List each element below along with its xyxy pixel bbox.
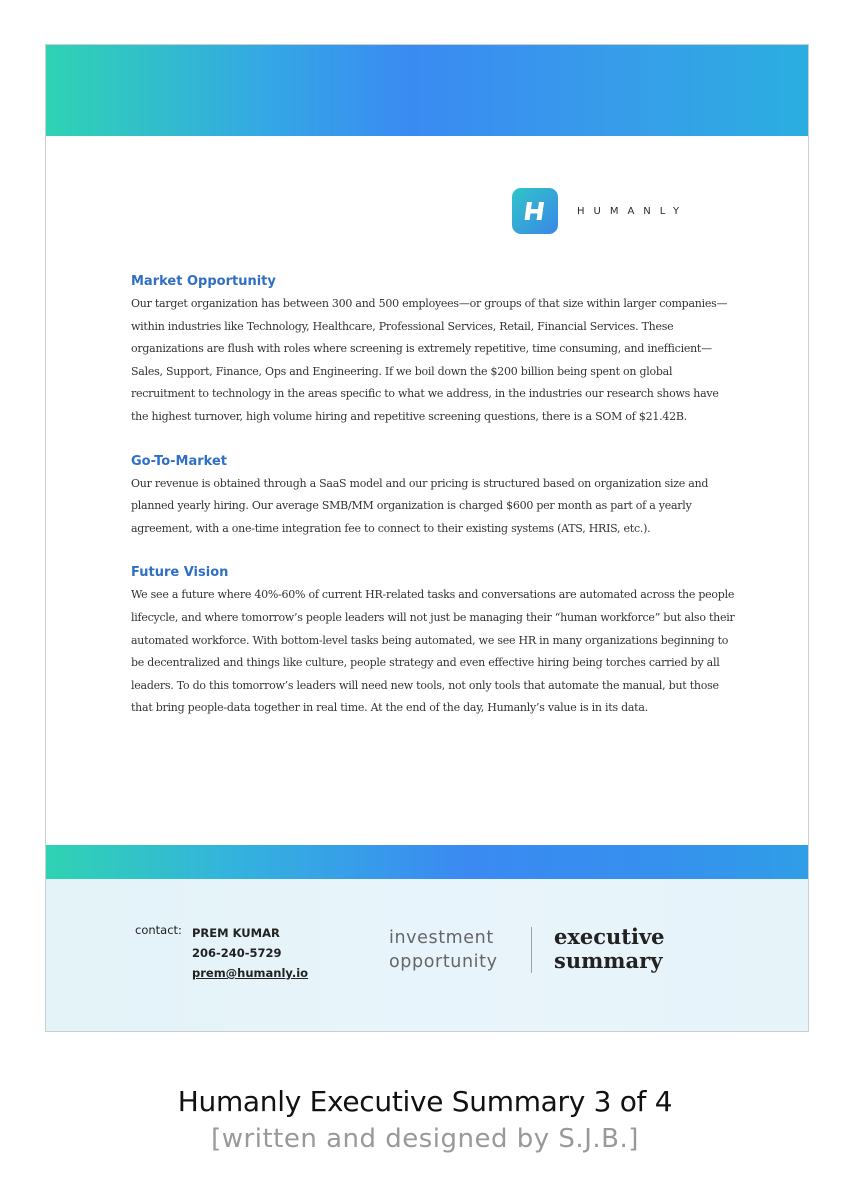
caption-title: Humanly Executive Summary 3 of 4 [177, 1085, 673, 1118]
section-title: Future Vision [131, 565, 229, 581]
header-gradient-band [46, 45, 808, 136]
section-market-opportunity [131, 274, 736, 429]
logo-wordmark: HUMANLY [577, 205, 689, 217]
document-type [554, 925, 665, 973]
section-body: Our target organization has between 300 and 500 employees—or groups of that size within larger companies—within industries like Technology, Healthcare, Professional Services, Retail, Financial Services. These organizations are flush with roles where screening is extremely repetitive, time consuming, and inefficient—Sales, Support, Finance, Ops and Engineering. If we boil down the $200 billion being spent on global recruitment to technology in the areas specific to what we address, in the industries our research shows have the highest turnover, high volume hiring and repetitive screening questions, there is a SOM of $21.42B. [131, 297, 728, 423]
contact-name: PREM KUMAR [192, 926, 280, 940]
humanly-logo [512, 188, 688, 234]
contact-phone[interactable]: 206-240-5729 [192, 946, 282, 960]
logo-h-glyph [520, 196, 550, 226]
section-go-to-market [131, 454, 736, 541]
footer [46, 879, 808, 1032]
contact-details [192, 923, 308, 983]
contact-email-link[interactable]: prem@humanly.io [192, 966, 309, 980]
contact-label: contact: [135, 923, 182, 937]
document-type-line2: summary [554, 948, 663, 973]
humanly-logo-icon [512, 188, 558, 234]
tagline-line2: opportunity [389, 952, 498, 972]
section-body: Our revenue is obtained through a SaaS model and our pricing is structured based on organization size and planned yearly hiring. Our average SMB/MM organization is charged $600 per month as part of a yearly agreement, with a one-time integration fee to connect to their existing systems (ATS, HRIS, etc.). [131, 476, 709, 535]
section-title: Go-To-Market [131, 453, 228, 469]
section-body: We see a future where 40%-60% of current HR-related tasks and conversations are automated across the people lifecycle, and where tomorrow’s people leaders will not just be managing their “human workforce” but also their automated workforce. With bottom-level tasks being automated, we see HR in many organizations beginning to be decentralized and things like culture, people strategy and even effective hiring being torches carried by all leaders. To do this tomorrow’s leaders will need new tools, not only tools that automate the manual, but those that bring people-data together in real time. At the end of the day, Humanly’s value is in its data. [131, 588, 735, 715]
footer-gradient-band [46, 845, 808, 879]
section-future-vision [131, 565, 736, 720]
document-type-line1: executive [554, 924, 665, 949]
tagline-line1: investment [389, 928, 494, 948]
footer-divider [531, 927, 532, 973]
caption-subtitle: [written and designed by S.J.B.] [211, 1124, 639, 1154]
section-title: Market Opportunity [131, 274, 276, 289]
tagline [389, 926, 498, 974]
main-content [131, 274, 736, 720]
document-page [45, 44, 809, 1032]
